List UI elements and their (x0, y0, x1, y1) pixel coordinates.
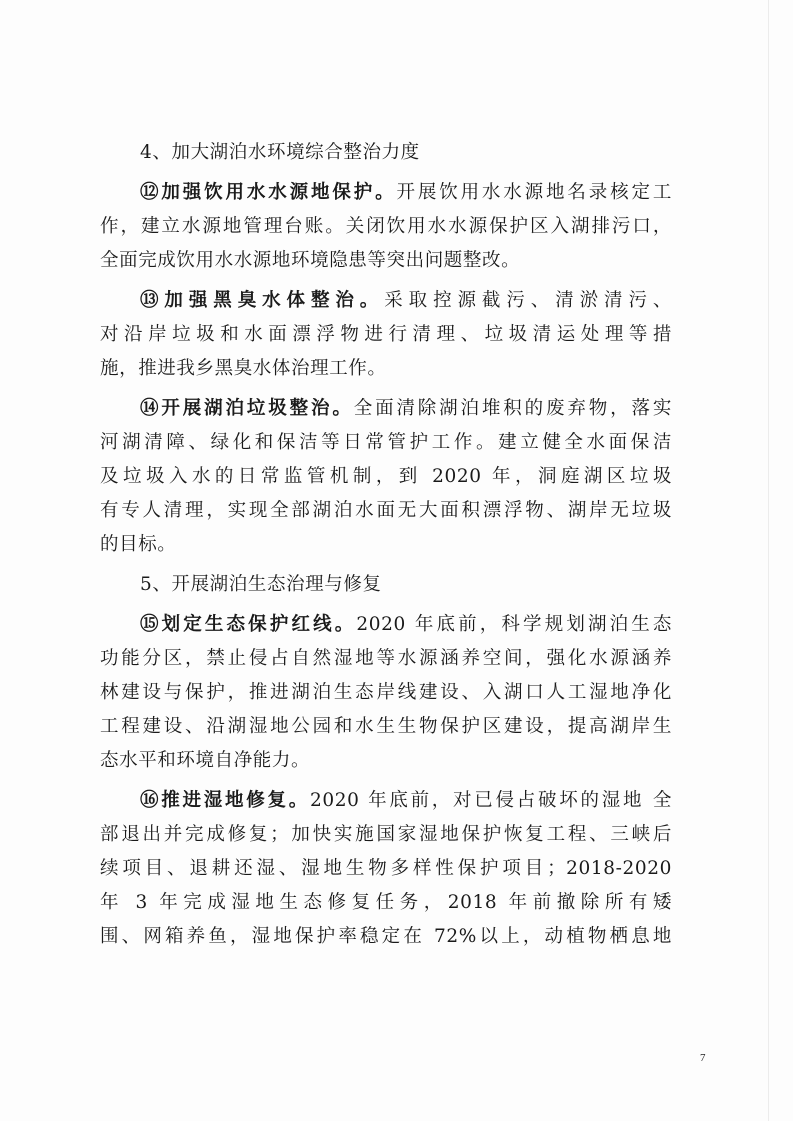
paragraph-line: 对沿岸垃圾和水面漂浮物进行清理、垃圾清运处理等措 (100, 324, 672, 345)
paragraph-title: ⑬加强黑臭水体整治。 (140, 290, 385, 311)
paragraph-text: 全面清除湖泊堆积的废弃物，落实 (353, 398, 672, 419)
paragraph (100, 392, 672, 562)
paragraph-line: 有专人清理，实现全部湖泊水面无大面积漂浮物、湖岸无垃圾 (100, 500, 672, 521)
paragraph-first-line (100, 608, 672, 642)
paragraph (100, 284, 672, 386)
paragraph-line: 工程建设、沿湖湿地公园和水生生物保护区建设，提高湖岸生 (100, 716, 672, 737)
paragraph-line: 年 3 年完成湿地生态修复任务，2018 年前撤除所有矮 (100, 892, 672, 913)
paragraph-first-line (100, 784, 672, 818)
paragraph-first-line (100, 176, 672, 210)
paragraph-title: ⑯推进湿地修复。 (140, 790, 310, 811)
paragraph-title: ⑭开展湖泊垃圾整治。 (140, 398, 354, 419)
scan-edge-divider (768, 0, 769, 1121)
section-heading: 5、开展湖泊生态治理与修复 (140, 574, 382, 595)
paragraph-line: 林建设与保护，推进湖泊生态岸线建设、入湖口人工湿地净化 (100, 682, 672, 703)
paragraph-line: 作，建立水源地管理台账。关闭饮用水水源保护区入湖排污口， (100, 216, 672, 237)
paragraph-text: 采取控源截污、清淤清污、 (384, 290, 672, 311)
page-number: 7 (700, 1052, 706, 1064)
paragraph-line: 态水平和环境自净能力。 (100, 750, 311, 771)
paragraph-first-line (100, 392, 672, 426)
paragraph-text: 2020 年底前，对已侵占破坏的湿地 全 (309, 790, 672, 811)
paragraph-text: 开展饮用水水源地名录核定工 (396, 182, 672, 203)
paragraph-line: 及垃圾入水的日常监管机制，到 2020 年，洞庭湖区垃圾 (100, 466, 672, 487)
paragraph (100, 608, 672, 778)
paragraph-line: 的目标。 (100, 534, 177, 555)
paragraph-line: 围、网箱养鱼，湿地保护率稳定在 72%以上，动植物栖息地 (100, 926, 672, 947)
paragraph (100, 784, 672, 954)
document-body (100, 136, 672, 954)
paragraph-line: 全面完成饮用水水源地环境隐患等突出问题整改。 (100, 250, 521, 271)
paragraph-line: 续项目、退耕还湿、湿地生物多样性保护项目；2018-2020 (100, 858, 672, 879)
paragraph-title: ⑮划定生态保护红线。 (140, 614, 357, 635)
paragraph-title: ⑫加强饮用水水源地保护。 (140, 182, 397, 203)
paragraph-line: 河湖清障、绿化和保洁等日常管护工作。建立健全水面保洁 (100, 432, 672, 453)
paragraph (100, 176, 672, 278)
section-heading: 4、加大湖泊水环境综合整治力度 (140, 142, 420, 163)
paragraph-first-line (100, 284, 672, 318)
paragraph-line: 施，推进我乡黑臭水体治理工作。 (100, 358, 387, 379)
paragraph-text: 2020 年底前，科学规划湖泊生态 (356, 614, 672, 635)
paragraph-line: 部退出并完成修复；加快实施国家湿地保护恢复工程、三峡后 (100, 824, 672, 845)
paragraph-line: 功能分区，禁止侵占自然湿地等水源涵养空间，强化水源涵养 (100, 648, 672, 669)
